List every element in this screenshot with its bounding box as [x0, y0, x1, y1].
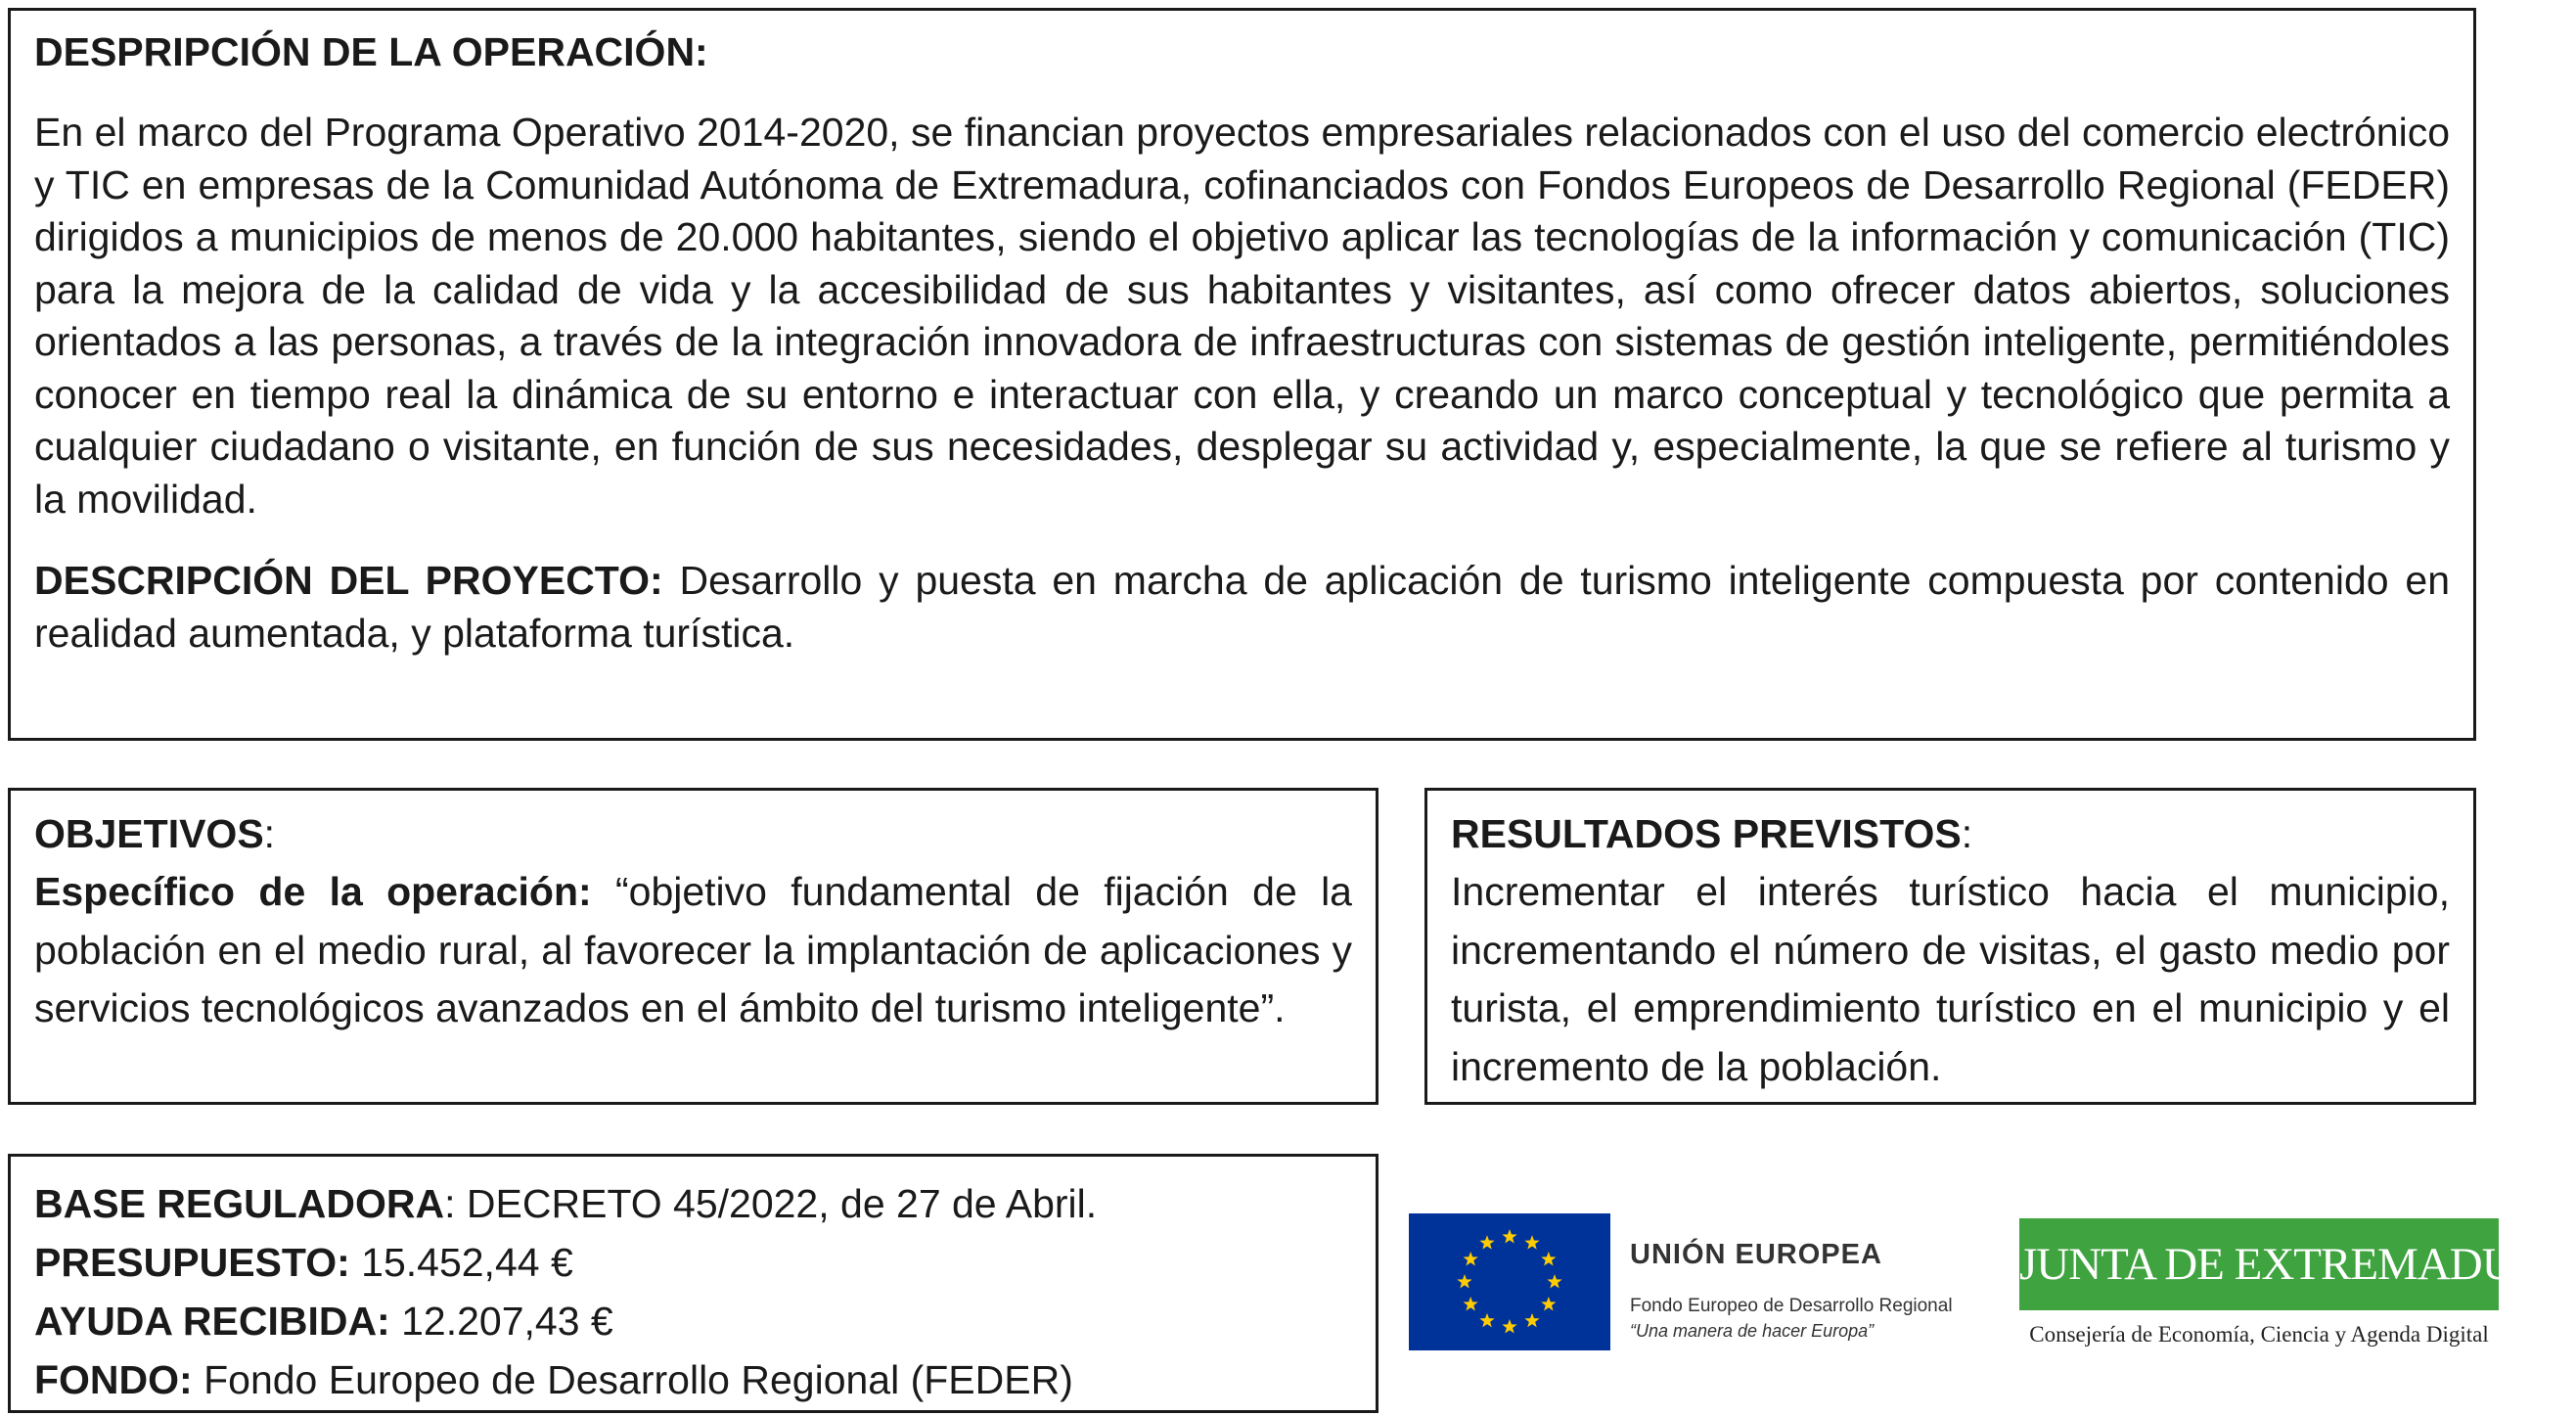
- specific-objective-label: Específico de la operación:: [34, 869, 592, 914]
- regulatory-base-label: BASE REGULADORA: [34, 1181, 445, 1226]
- budget-line: [34, 1233, 1352, 1292]
- results-colon: :: [1961, 811, 1973, 856]
- results-text: Incrementar el interés turístico hacia el municipio, incrementando el número de visitas, el gasto medio por turista, el emprendimiento turístico en el municipio y el incremento de la población.: [1451, 869, 2450, 1089]
- regulatory-base-line: [34, 1174, 1352, 1233]
- objectives-text: [34, 863, 1352, 1038]
- objectives-box: [8, 788, 1378, 1105]
- budget-label: PRESUPUESTO:: [34, 1240, 350, 1285]
- aid-label: AYUDA RECIBIDA:: [34, 1299, 390, 1344]
- eu-logo: [1409, 1213, 1957, 1352]
- funding-details-box: [8, 1154, 1378, 1413]
- specific-objective-text: “objetivo fundamental de fijación de la población en el medio rural, al favorecer la implantación de aplicaciones y servicios tecnológicos avanzados en el ámbito del turismo inteligente”.: [34, 869, 1352, 1030]
- project-description-label: DESCRIPCIÓN DEL PROYECTO:: [34, 558, 663, 603]
- results-heading: [1451, 804, 2450, 863]
- eu-logo-title: UNIÓN EUROPEA: [1630, 1239, 1882, 1270]
- objectives-title: OBJETIVOS: [34, 811, 264, 856]
- regulatory-base-value: : DECRETO 45/2022, de 27 de Abril.: [444, 1181, 1098, 1226]
- project-description-text: Desarrollo y puesta en marcha de aplicación de turismo inteligente compuesta por contenido en realidad aumentada, y plataforma turística.: [34, 558, 2450, 656]
- eu-logo-motto: “Una manera de hacer Europa”: [1630, 1321, 1875, 1341]
- operation-description-box: [8, 8, 2476, 741]
- aid-value: 12.207,43 €: [389, 1299, 613, 1344]
- fund-value: Fondo Europeo de Desarrollo Regional (FEDER): [192, 1357, 1073, 1402]
- eu-flag-icon: [1409, 1213, 1610, 1350]
- junta-logo-name: JUNTA DE EXTREMADURA: [2019, 1218, 2499, 1310]
- eu-logo-subtitle: Fondo Europeo de Desarrollo Regional: [1630, 1296, 1953, 1316]
- junta-logo-department: Consejería de Economía, Ciencia y Agenda Digital: [2029, 1322, 2489, 1347]
- fund-label: FONDO:: [34, 1357, 193, 1402]
- operation-description-title: DESPRIPCIÓN DE LA OPERACIÓN:: [34, 29, 708, 74]
- junta-extremadura-logo: [2019, 1218, 2576, 1355]
- results-title: RESULTADOS PREVISTOS: [1451, 811, 1962, 856]
- expected-results-box: [1424, 788, 2476, 1105]
- operation-description-text: En el marco del Programa Operativo 2014-2020, se financian proyectos empresariales relacionados con el uso del comercio electrónico y TIC en empresas de la Comunidad Autónoma de Extremadura, cofinanciados con Fondos Europeos de Desarrollo Regional (FEDER) dirigidos a municipios de menos de 20.000 habitantes, siendo el objetivo aplicar las tecnologías de la información y comunicación (TIC) para la mejora de la calidad de vida y la accesibilidad de sus habitantes y visitantes, así como ofrecer datos abiertos, soluciones orientados a las personas, a través de la integración innovadora de infraestructuras con sistemas de gestión inteligente, permitiéndoles conocer en tiempo real la dinámica de su entorno e interactuar con ella, y creando un marco conceptual y tecnológico que permita a cualquier ciudadano o visitante, en función de sus necesidades, desplegar su actividad y, especialmente, la que se refiere al turismo y la movilidad.: [34, 110, 2450, 522]
- objectives-colon: :: [263, 811, 276, 856]
- project-description: [34, 555, 2450, 660]
- budget-value: 15.452,44 €: [349, 1240, 573, 1285]
- objectives-heading: [34, 804, 1352, 863]
- aid-line: [34, 1292, 1352, 1350]
- fund-line: [34, 1350, 1352, 1409]
